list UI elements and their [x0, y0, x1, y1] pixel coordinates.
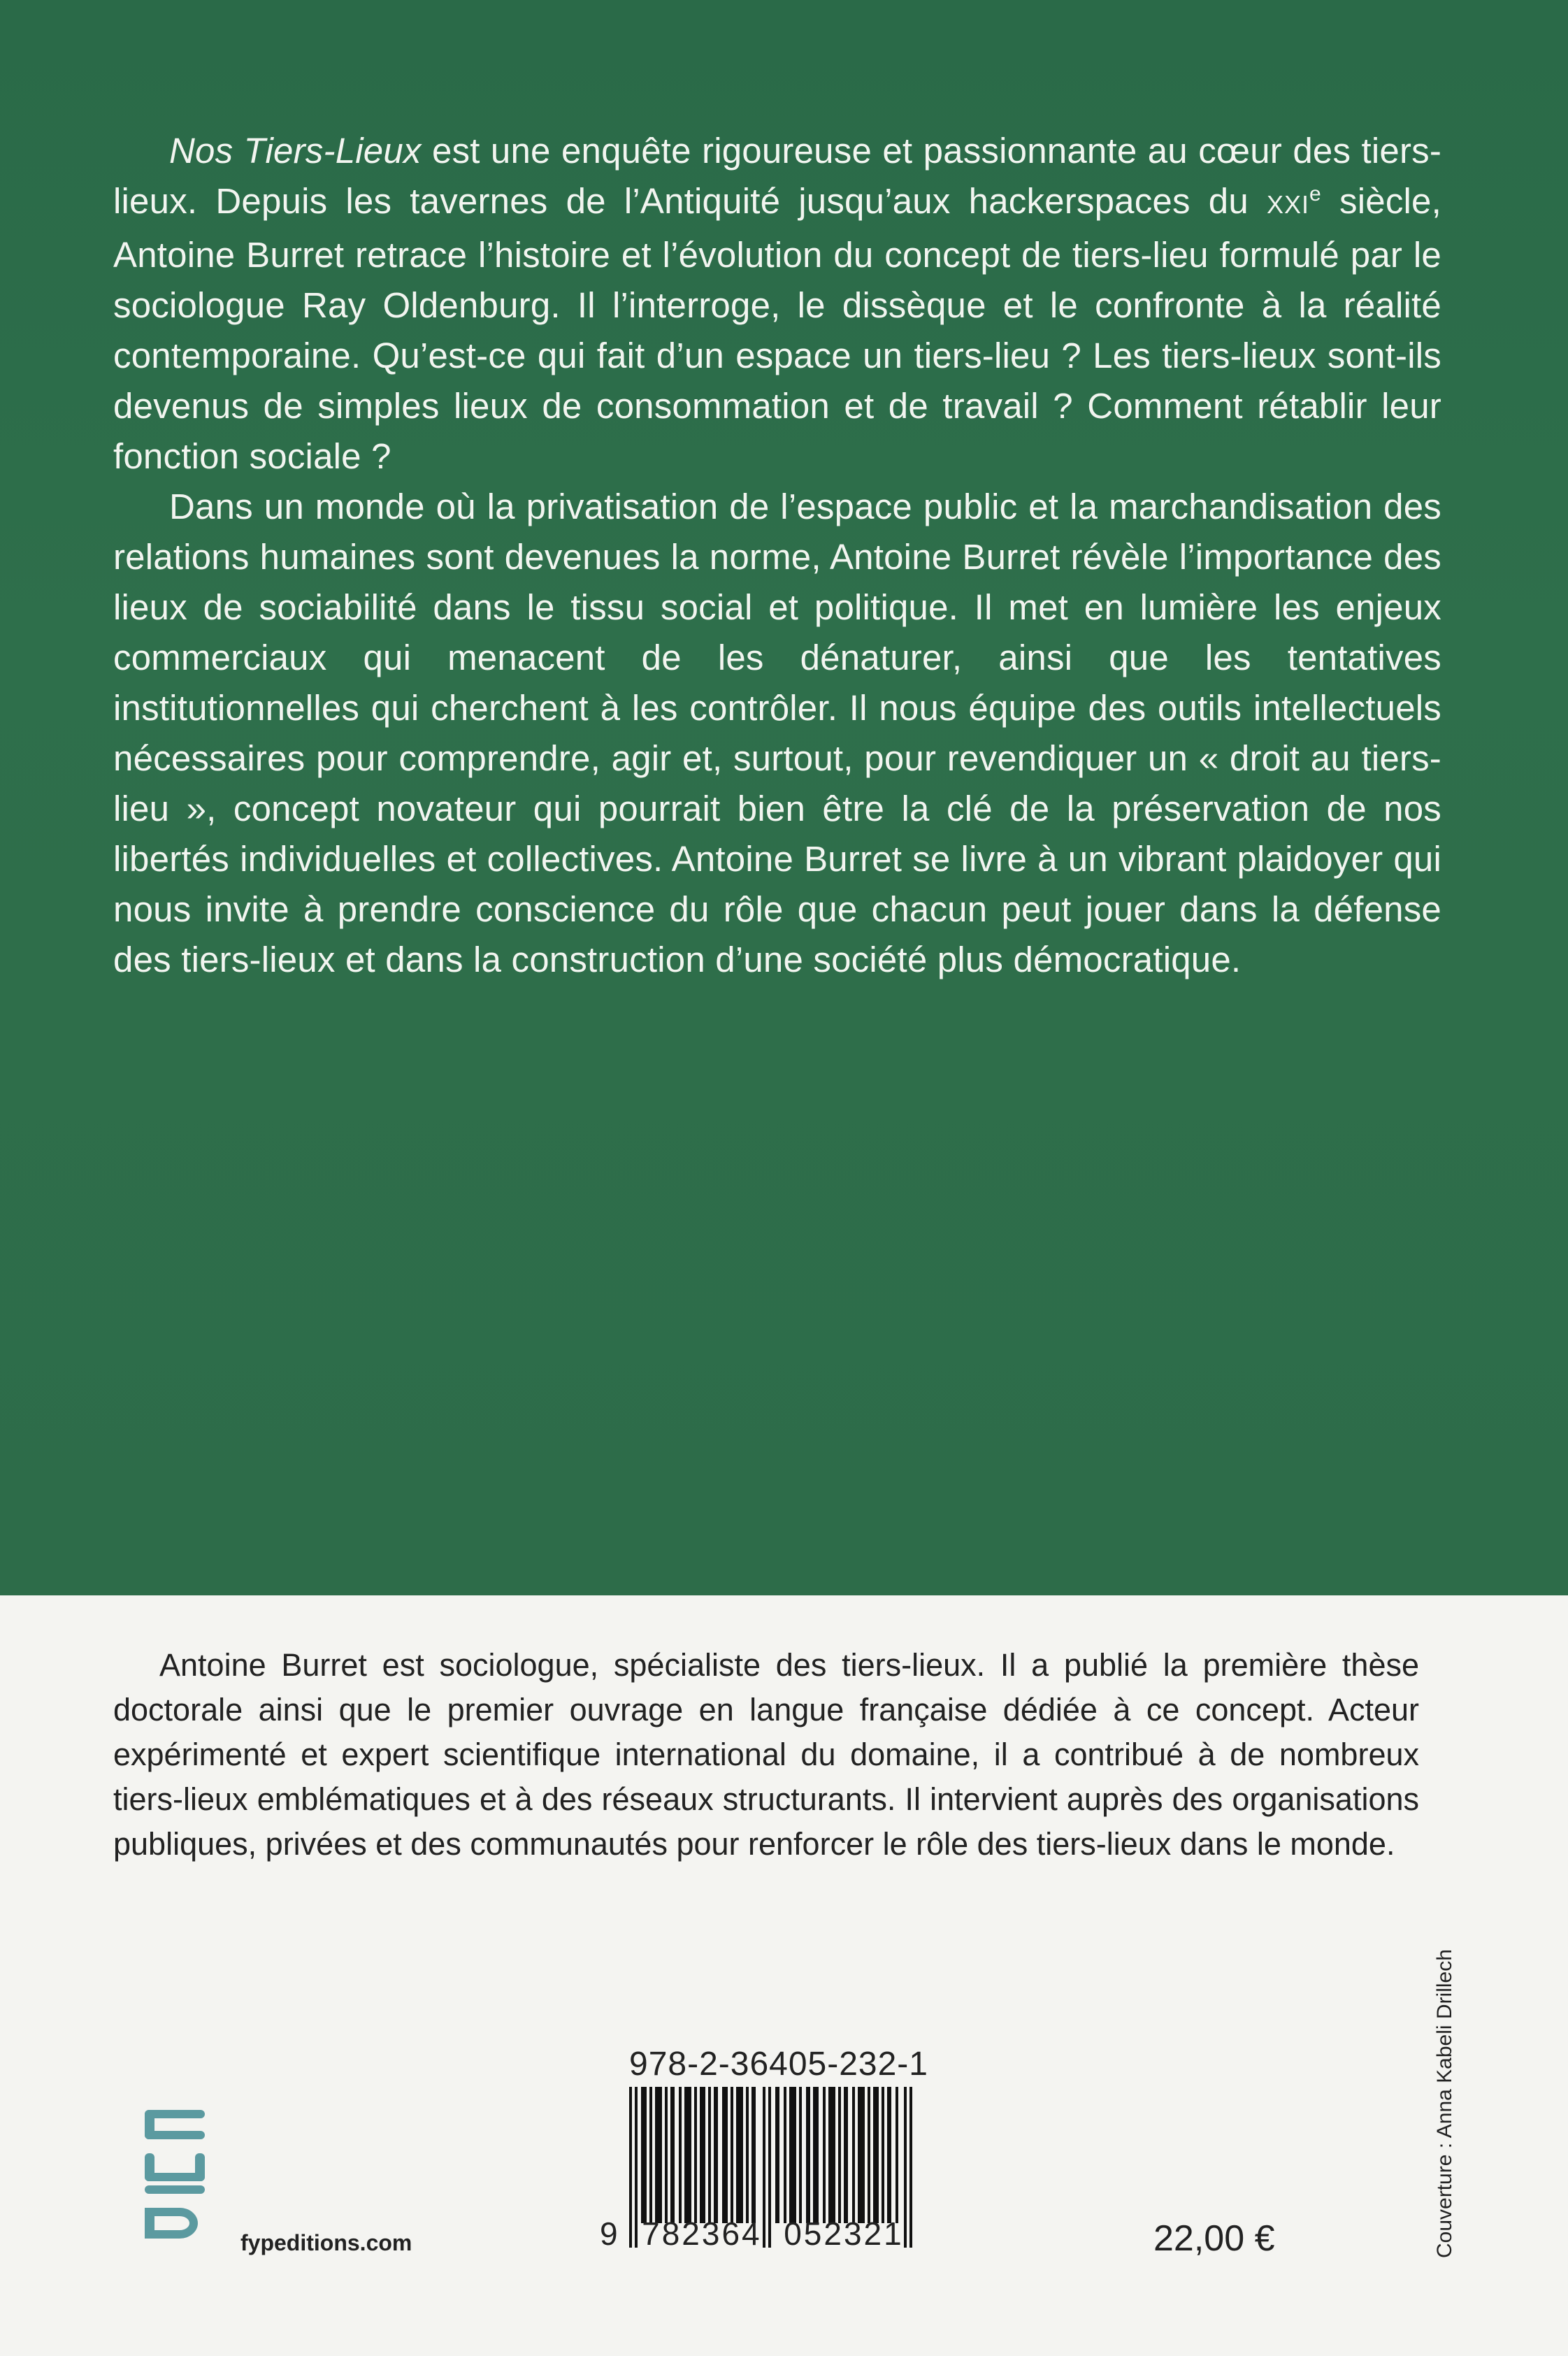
back-cover-blurb	[113, 126, 1441, 985]
cover-credit: Couverture : Anna Kabeli Drillech	[1433, 1949, 1456, 2258]
isbn-number: 978-2-36405-232-1	[629, 2046, 928, 2083]
blurb-paragraph-2: Dans un monde où la privatisation de l’espace public et la marchandisation des relations humaines sont devenues la norme, Antoine Burret révèle l’importance des lieux de sociabilité dans le tissu social et politique. Il met en lumière les enjeux commerciaux qui menacent de les dénaturer, ainsi que les tentatives institutionnelles qui cherchent à les contrôler. Il nous équipe des outils intellectuels nécessaires pour comprendre, agir et, surtout, pour revendiquer un « droit au tiers-lieu », concept novateur qui pourrait bien être la clé de la préservation de nos libertés individuelles et collectives. Antoine Burret se livre à un vibrant plaidoyer qui nous invite à prendre conscience du rôle que chacun peut jouer dans la défense des tiers-lieux et dans la construction d’une société plus démocratique.	[113, 487, 1441, 979]
author-bio-text: Antoine Burret est sociologue, spécialiste des tiers-lieux. Il a publié la première thèse doctorale ainsi que le premier ouvrage en langue française dédiée à ce concept. Acteur expérimenté et expert scientifique international du domaine, il a contribué à de nombreux tiers-lieux emblématiques et à des réseaux structurants. Il intervient auprès des organisations publiques, privées et des communautés pour renforcer le rôle des tiers-lieux dans le monde.	[113, 1647, 1419, 1862]
price-label: 22,00 €	[1153, 2218, 1275, 2259]
publisher-website[interactable]: fypeditions.com	[240, 2230, 412, 2255]
blurb-paragraph-1: Nos Tiers-Lieux est une enquête rigoureuse et passionnante au cœur des tiers-lieux. Depuis les tavernes de l’Antiquité jusqu’aux hackerspaces du XXIe siècle, Antoine Burret retrace l’histoire et l’évolution du concept de tiers-lieu formulé par le sociologue Ray Oldenburg. Il l’interroge, le dissèque et le confronte à la réalité contemporaine. Qu’est-ce qui fait d’un espace un tiers-lieu ? Les tiers-lieux sont-ils devenus de simples lieux de consommation et de travail ? Comment rétablir leur fonction sociale ?	[113, 131, 1442, 476]
author-bio	[113, 1643, 1419, 1867]
barcode-digits: 9 782364 052321	[600, 2215, 904, 2252]
book-title: Nos Tiers-Lieux	[169, 131, 422, 171]
century-superscript: e	[1309, 182, 1321, 206]
century-numeral: XXI	[1267, 190, 1310, 219]
fyp-logo	[136, 2104, 213, 2244]
